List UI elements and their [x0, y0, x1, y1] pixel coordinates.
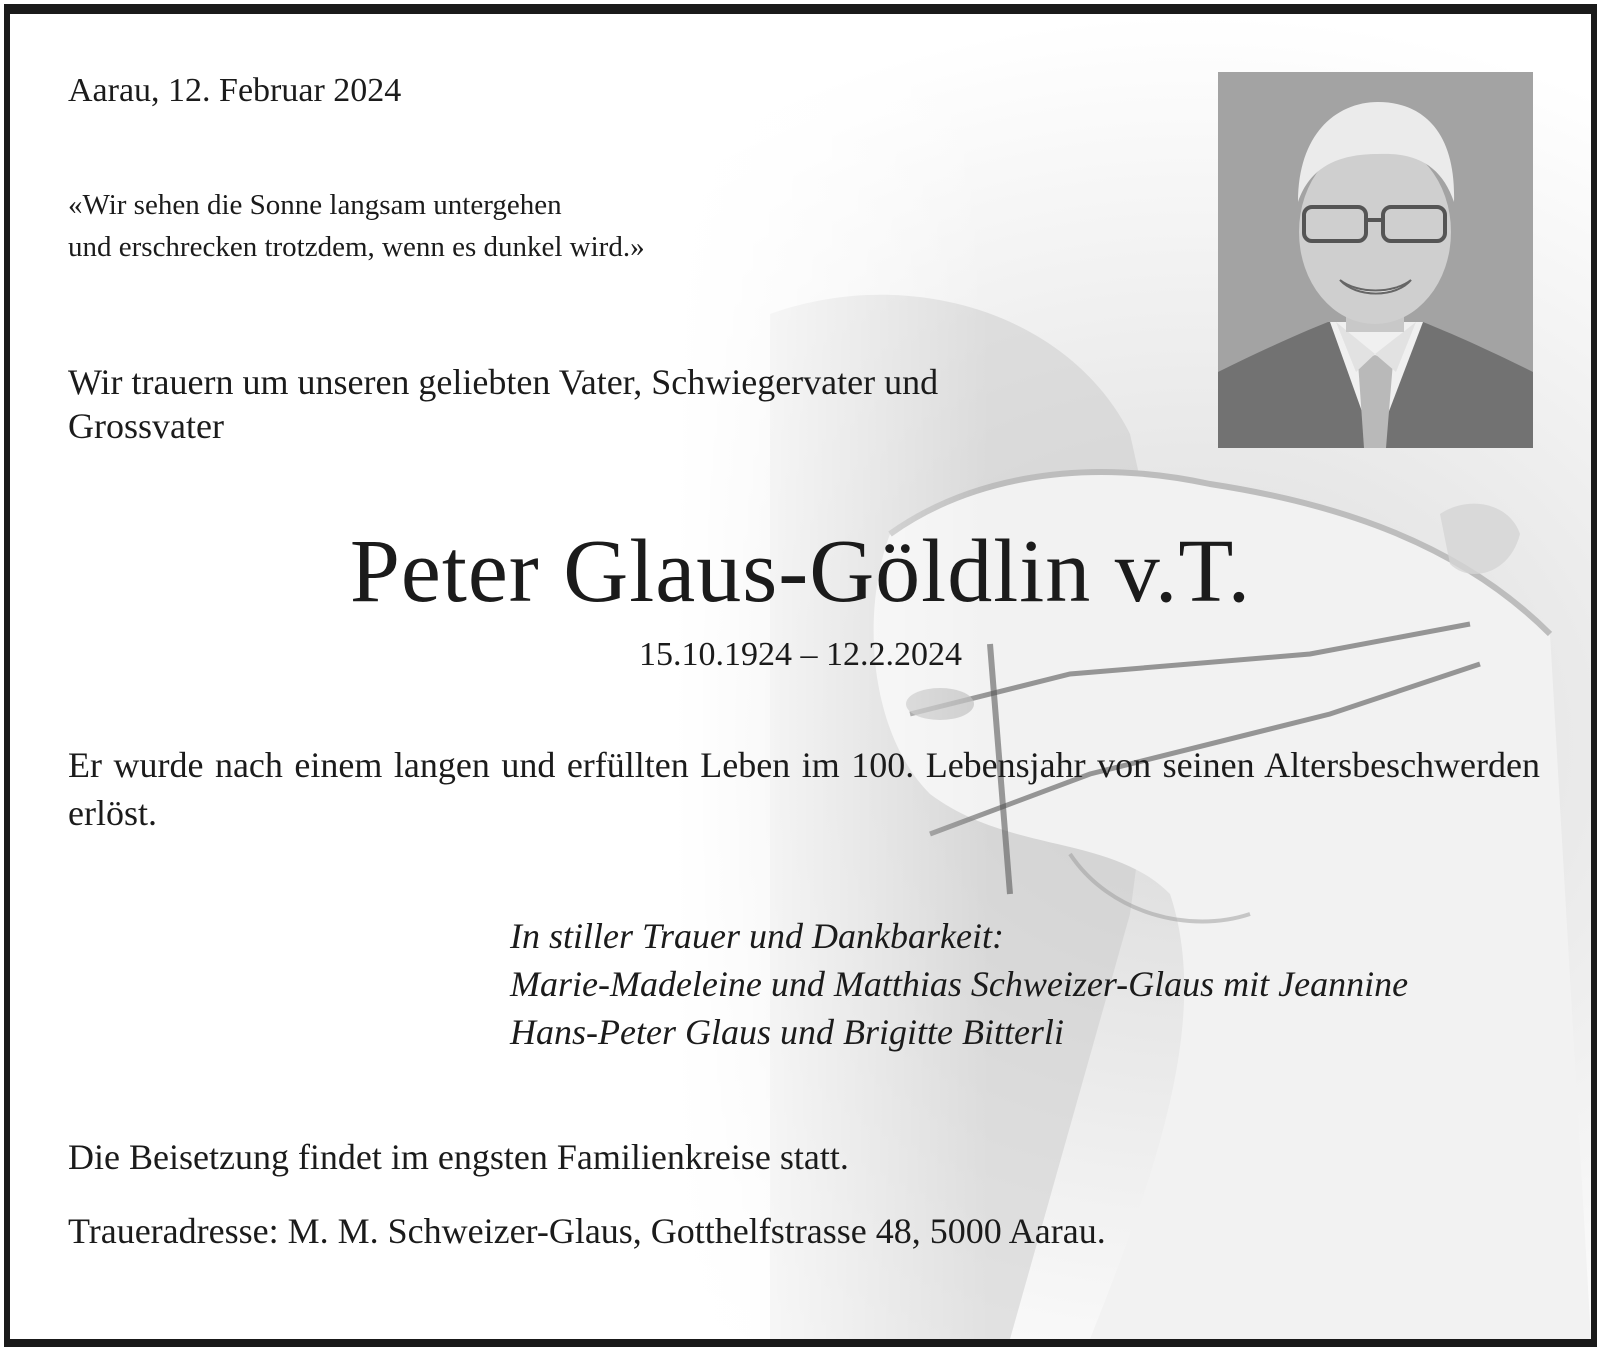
body-text: Er wurde nach einem langen und erfüllten Leben im 100. Lebensjahr von seinen Altersbeschwerden erlöst.	[68, 745, 1540, 833]
deceased-name: Peter Glaus-Göldlin v.T.	[349, 522, 1252, 621]
burial-note: Die Beisetzung findet im engsten Familienkreise statt.	[68, 1137, 849, 1177]
intro-line-1: Wir trauern um unseren geliebten Vater, Schwiegervater und	[68, 362, 939, 402]
family-block	[510, 912, 1408, 1056]
family-member: Hans-Peter Glaus und Brigitte Bitterli	[510, 1012, 1064, 1052]
quote-line-1: «Wir sehen die Sonne langsam untergehen	[68, 189, 562, 221]
quote-line-2: und erschrecken trotzdem, wenn es dunkel wird.»	[68, 231, 645, 263]
mourning-address: Traueradresse: M. M. Schweizer-Glaus, Gotthelfstrasse 48, 5000 Aarau.	[68, 1211, 1106, 1251]
intro-text	[68, 360, 938, 448]
quote	[68, 184, 645, 268]
portrait-photo	[1218, 72, 1533, 448]
date-line: Aarau, 12. Februar 2024	[68, 72, 402, 109]
intro-line-2: Grossvater	[68, 406, 224, 446]
life-dates: 15.10.1924 – 12.2.2024	[639, 636, 962, 673]
obituary-notice	[4, 4, 1597, 1347]
family-member: Marie-Madeleine und Matthias Schweizer-Glaus mit Jeannine	[510, 964, 1409, 1004]
family-heading: In stiller Trauer und Dankbarkeit:	[510, 916, 1004, 956]
